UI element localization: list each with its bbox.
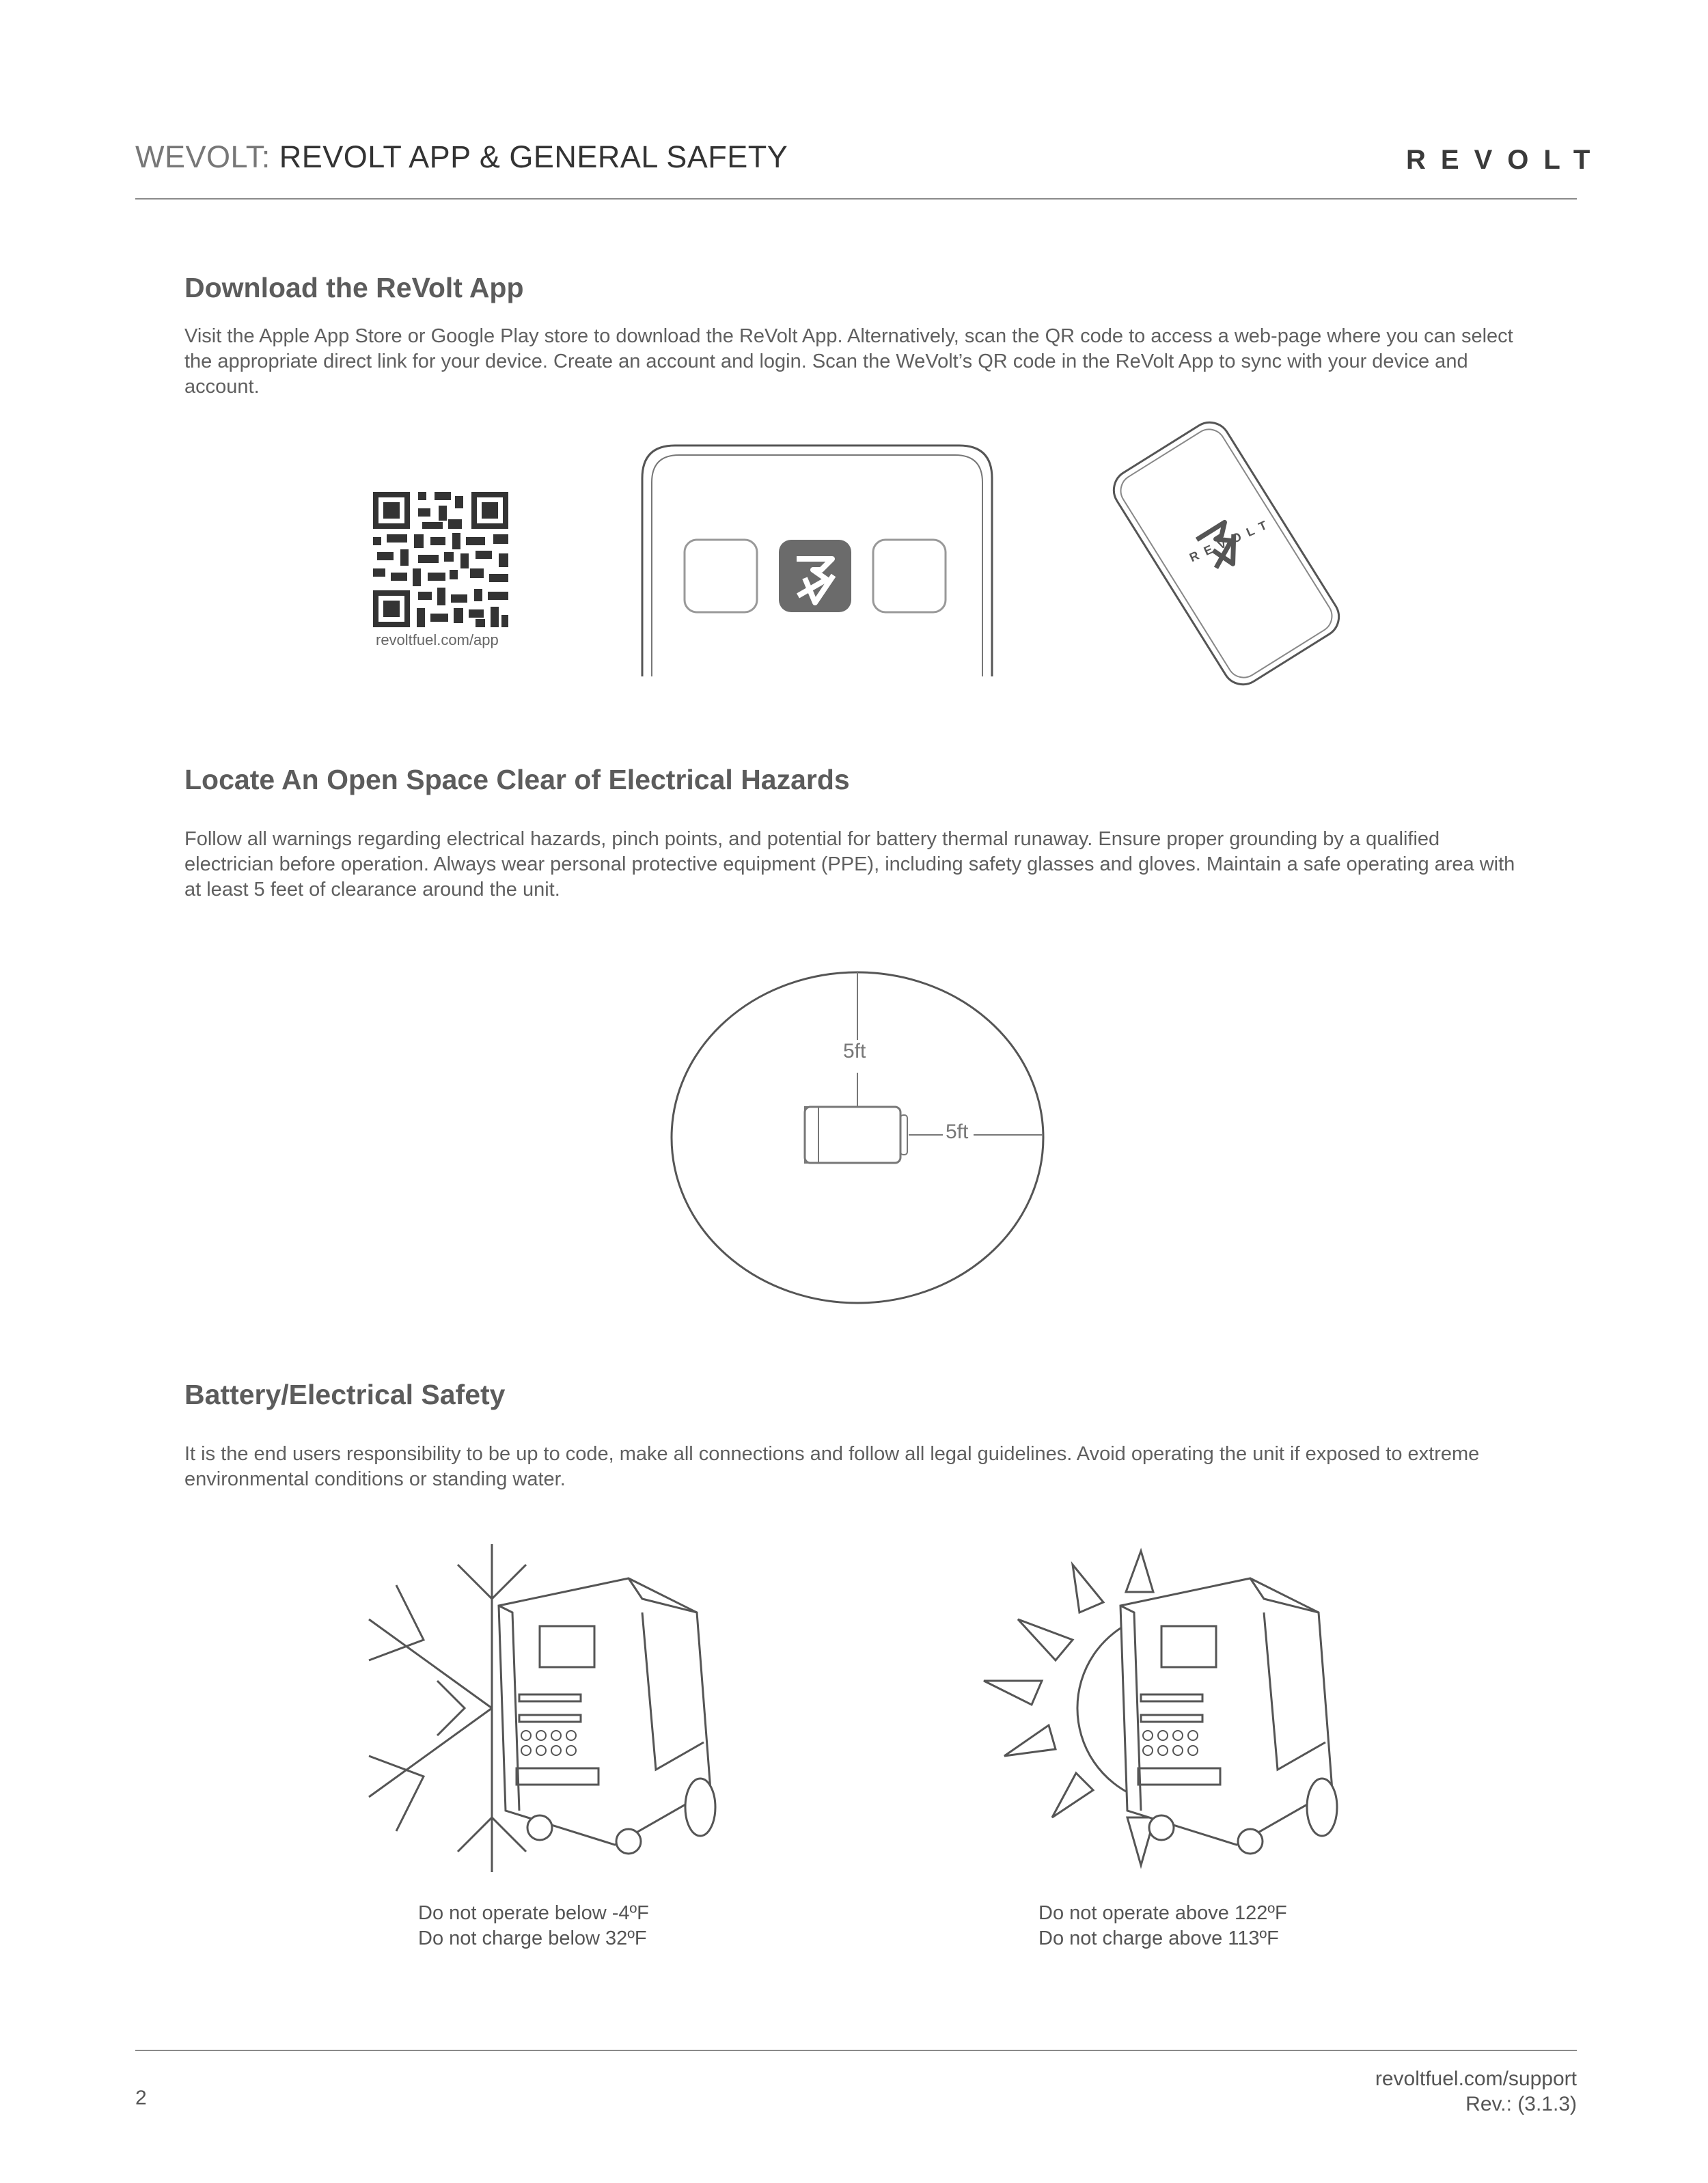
hot-caption [1038, 1901, 1287, 1951]
footer-info [1375, 2066, 1577, 2117]
power-unit-icon [499, 1578, 715, 1854]
clearance-diagram [670, 970, 1045, 1305]
phone-screen-illustration [641, 444, 993, 676]
hot-operate-limit: Do not operate above 122ºF [1038, 1902, 1287, 1924]
cold-caption [418, 1901, 649, 1951]
page-number: 2 [135, 2087, 147, 2109]
phone-screen-logo-text: REVOLT [1187, 515, 1276, 565]
cold-charge-limit: Do not charge below 32ºF [418, 1927, 647, 1949]
hot-unit-illustration [977, 1537, 1360, 1879]
header-title-prefix: WEVOLT: [135, 139, 271, 174]
cold-unit-illustration [355, 1537, 738, 1879]
app-icon-placeholder-left [685, 540, 757, 612]
section-body-battery-safety: It is the end users responsibility to be up to code, make all connections and follow all legal guidelines. Avoid operating the unit if exposed to extreme environmental conditions or standing water. [184, 1443, 1480, 1490]
section-body-download-app: Visit the Apple App Store or Google Play store to download the ReVolt App. Alternatively, scan the QR code to access a web-page where you can select the appropriate direct link for your device. Create an account and login. Scan the WeVolt’s QR code in the ReVolt App to sync with your device and account. [184, 325, 1513, 398]
section-heading-download-app: Download the ReVolt App [184, 272, 524, 303]
section-heading-open-space: Locate An Open Space Clear of Electrical Hazards [184, 764, 850, 795]
tilted-phone-illustration [1100, 417, 1353, 690]
hot-charge-limit: Do not charge above 113ºF [1038, 1927, 1279, 1949]
header-divider [135, 198, 1577, 200]
unit-top-view-icon [805, 1107, 907, 1163]
section-heading-battery-safety: Battery/Electrical Safety [184, 1379, 506, 1410]
header-title-main: REVOLT APP & GENERAL SAFETY [270, 139, 788, 174]
footer-divider [135, 2050, 1577, 2051]
qr-code-url[interactable]: revoltfuel.com/app [376, 631, 499, 648]
cold-operate-limit: Do not operate below -4ºF [418, 1902, 649, 1924]
revolt-logo: REVOLT [1406, 145, 1606, 175]
vertical-clearance-label: 5ft [843, 1040, 866, 1062]
revision-label: Rev.: (3.1.3) [1465, 2093, 1577, 2115]
page-header-title [135, 139, 788, 175]
qr-code-icon[interactable] [373, 492, 508, 627]
support-link[interactable]: revoltfuel.com/support [1375, 2068, 1577, 2090]
section-body-open-space: Follow all warnings regarding electrical hazards, pinch points, and potential for battery thermal runaway. Ensure proper grounding by a qualified electrician before operation. Always wear personal protective equipment (PPE), including safety glasses and gloves. Maintain a safe operating area with at least 5 feet of clearance around the unit. [184, 828, 1515, 901]
horizontal-clearance-label: 5ft [946, 1121, 969, 1143]
power-unit-icon [1120, 1578, 1337, 1854]
app-icon-placeholder-right [873, 540, 946, 612]
